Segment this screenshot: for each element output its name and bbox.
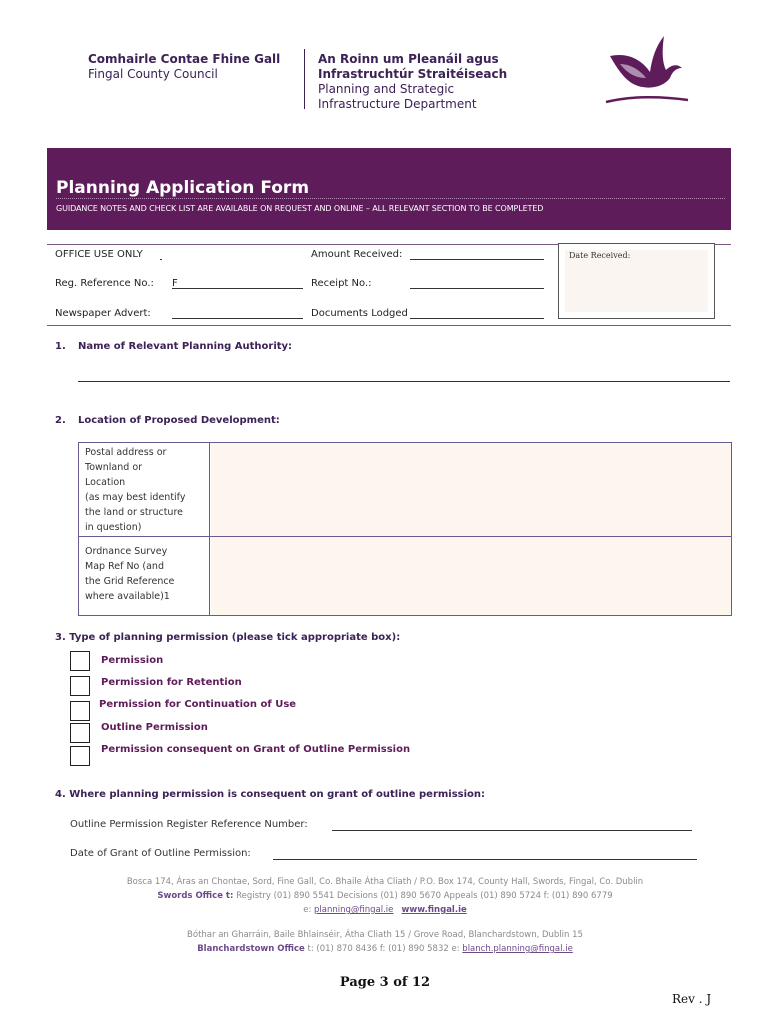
office-use-label: OFFICE USE ONLY	[55, 249, 143, 260]
form-banner	[47, 148, 731, 230]
council-name-english: Fingal County Council	[88, 67, 218, 81]
reg-reference-prefix: F	[172, 278, 178, 289]
q1-label: Name of Relevant Planning Authority:	[78, 341, 293, 352]
council-name-irish: Comhairle Contae Fhine Gall	[88, 52, 281, 66]
reg-reference-field[interactable]	[172, 288, 303, 289]
postal-address-line: Location	[85, 477, 126, 488]
outline-checkbox[interactable]	[70, 723, 90, 743]
form-title: Planning Application Form	[56, 178, 310, 198]
bird-logo-icon	[600, 34, 692, 116]
blanch-office-label: Blanchardstown Office	[197, 944, 305, 954]
permission-checkbox[interactable]	[70, 651, 90, 671]
os-map-ref-field[interactable]	[211, 537, 731, 615]
q4-label: 4. Where planning permission is consequent on grant of outline permission:	[55, 789, 486, 800]
documents-lodged-label: Documents Lodged	[311, 308, 408, 319]
swords-email-prefix: e:	[303, 905, 315, 915]
reg-reference-label: Reg. Reference No.:	[55, 278, 154, 289]
revision-label: Rev . J	[672, 992, 712, 1006]
newspaper-advert-field[interactable]	[172, 318, 303, 319]
swords-web-line	[0, 905, 770, 915]
blanch-address: Bóthar an Gharráin, Baile Bhlainséir, Átha Cliath 15 / Grove Road, Blanchardstown, Dublin 15	[187, 930, 583, 940]
outline-ref-field[interactable]	[332, 830, 692, 831]
blanch-phones: t: (01) 870 8436 f: (01) 890 5832 e:	[304, 944, 463, 954]
postal-address-field[interactable]	[211, 443, 731, 536]
consequent-option-label: Permission consequent on Grant of Outline Permission	[101, 744, 411, 755]
location-table	[78, 442, 732, 616]
consequent-checkbox[interactable]	[70, 746, 90, 766]
receipt-no-label: Receipt No.:	[311, 278, 372, 289]
amount-received-field[interactable]	[410, 259, 544, 260]
postal-address-line: the land or structure	[85, 507, 183, 518]
q3-label: 3. Type of planning permission (please tick appropriate box):	[55, 632, 401, 643]
amount-received-label: Amount Received:	[311, 249, 403, 260]
planning-authority-field[interactable]	[78, 381, 730, 382]
continuation-checkbox[interactable]	[70, 701, 90, 721]
outline-date-label: Date of Grant of Outline Permission:	[70, 848, 251, 859]
q2-label: Location of Proposed Development:	[78, 415, 280, 426]
os-map-ref-line: Map Ref No (and	[85, 561, 164, 572]
date-received-box[interactable]	[558, 243, 715, 319]
receipt-no-field[interactable]	[410, 288, 544, 289]
retention-checkbox[interactable]	[70, 676, 90, 696]
os-map-ref-line: where available)1	[85, 591, 170, 602]
continuation-option-label: Permission for Continuation of Use	[99, 699, 297, 710]
swords-address: Bosca 174, Áras an Chontae, Sord, Fine Gall, Co. Bhaile Átha Cliath / P.O. Box 174, County Hall, Swords, Fingal, Co. Dublin	[126, 877, 644, 887]
department-name	[318, 52, 507, 112]
date-received-label: Date Received:	[569, 251, 631, 260]
form-subtitle: GUIDANCE NOTES AND CHECK LIST ARE AVAILABLE ON REQUEST AND ONLINE – ALL RELEVANT SECTION TO BE COMPLETED	[56, 204, 544, 213]
dept-irish-line2: Infrastruchtúr Straitéiseach	[318, 67, 508, 81]
banner-rule	[56, 198, 725, 199]
outline-date-field[interactable]	[273, 859, 697, 860]
newspaper-advert-label: Newspaper Advert:	[55, 308, 151, 319]
retention-option-label: Permission for Retention	[101, 677, 242, 688]
dept-english-line1: Planning and Strategic	[318, 82, 455, 96]
postal-address-line: Postal address or	[85, 447, 167, 458]
postal-address-line: in question)	[85, 522, 142, 533]
dept-english-line2: Infrastructure Department	[318, 97, 477, 111]
blanch-contacts	[0, 944, 770, 954]
postal-address-label	[79, 443, 210, 536]
postal-address-line: (as may best identify	[85, 492, 186, 503]
council-name	[88, 52, 280, 82]
postal-address-line: Townland or	[85, 462, 143, 473]
blanch-email-link[interactable]: blanch.planning@fingal.ie	[462, 944, 573, 954]
documents-lodged-field[interactable]	[410, 318, 544, 319]
page-number: Page 3 of 12	[339, 975, 431, 990]
dept-irish-line1: An Roinn um Pleanáil agus	[318, 52, 499, 66]
fingal-website-link[interactable]: www.fingal.ie	[401, 905, 467, 915]
office-use-line	[160, 259, 162, 260]
outline-ref-label: Outline Permission Register Reference Number:	[70, 819, 308, 830]
swords-contacts	[0, 891, 770, 901]
q2-number: 2.	[55, 415, 66, 426]
swords-office-label: Swords Office t:	[157, 891, 234, 901]
os-map-ref-label	[79, 537, 210, 615]
os-map-ref-line: Ordnance Survey	[85, 546, 168, 557]
q1-number: 1.	[55, 341, 66, 352]
os-map-ref-line: the Grid Reference	[85, 576, 175, 587]
swords-phones: Registry (01) 890 5541 Decisions (01) 890 5670 Appeals (01) 890 5724 f: (01) 890 6779	[233, 891, 613, 901]
swords-email-link[interactable]: planning@fingal.ie	[314, 905, 394, 915]
permission-option-label: Permission	[101, 655, 164, 666]
header-divider	[304, 49, 305, 109]
outline-option-label: Outline Permission	[101, 722, 208, 733]
